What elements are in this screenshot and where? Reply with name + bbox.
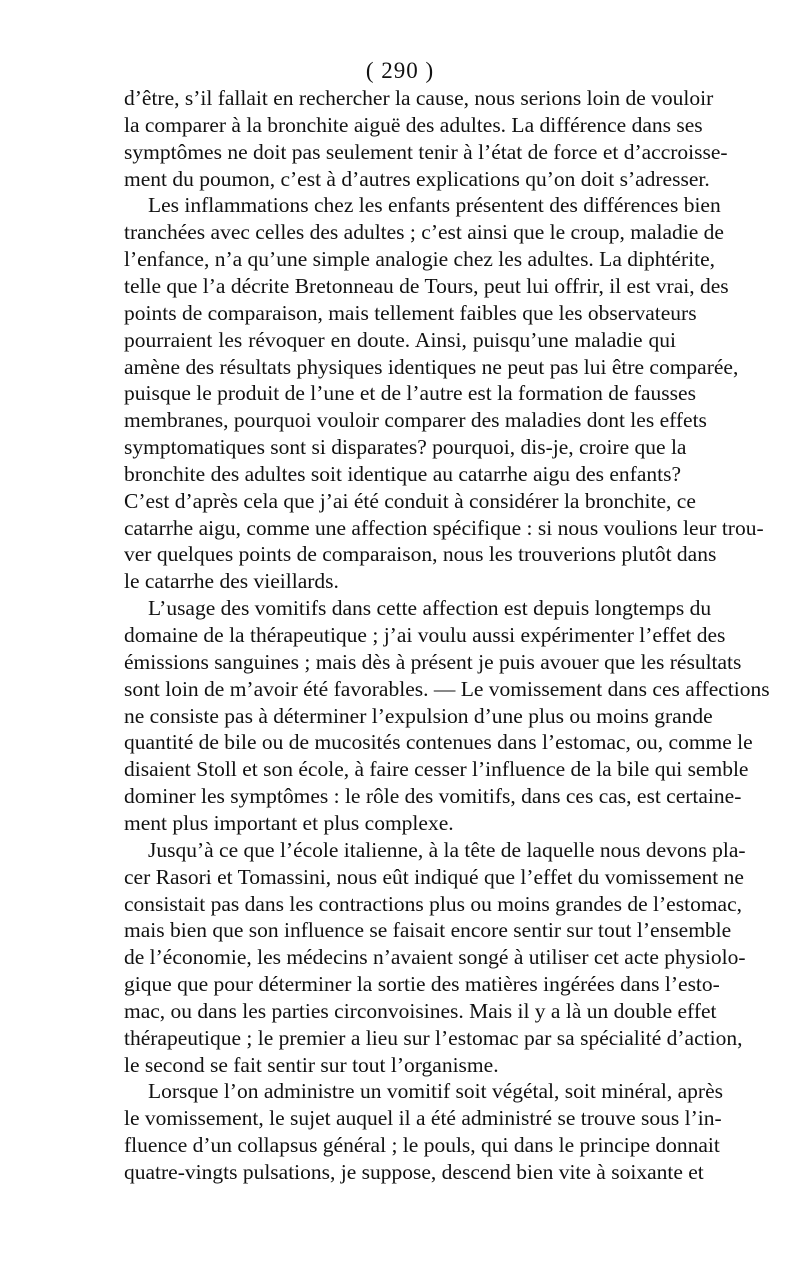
text-line: Lorsque l’on administre un vomitif soit végétal, soit minéral, après [148,1079,723,1104]
text-line: sont loin de m’avoir été favorables. — Le vomissement dans ces affections [124,676,770,701]
page-number: ( 290 ) [365,58,435,83]
text-line: mais bien que son influence se faisait encore sentir sur tout l’ensemble [124,918,732,943]
text-line: thérapeutique ; le premier a lieu sur l’estomac par sa spécialité d’action, [124,1025,743,1050]
text-line: de l’économie, les médecins n’avaient songé à utiliser cet acte physiolo- [124,945,746,970]
text-line: ment plus important et plus complexe. [124,810,454,835]
text-line: ver quelques points de comparaison, nous les trouverions plutôt dans [124,542,717,567]
text-line: catarrhe aigu, comme une affection spécifique : si nous voulions leur trou- [124,515,764,540]
text-line: d’être, s’il fallait en rechercher la cause, nous serions loin de vouloir [124,86,714,110]
text-line: consistait pas dans les contractions plus ou moins grandes de l’estomac, [124,891,742,916]
text-line: quantité de bile ou de mucosités contenues dans l’estomac, ou, comme le [124,730,753,755]
text-line: domaine de la thérapeutique ; j’ai voulu aussi expérimenter l’effet des [124,623,726,647]
text-line: symptomatiques sont si disparates? pourquoi, dis-je, croire que la [124,435,687,460]
text-line: tranchées avec celles des adultes ; c’est ainsi que le croup, maladie de [124,220,724,245]
text-line: ne consiste pas à déterminer l’expulsion d’une plus ou moins grande [124,703,713,728]
text-line: ment du poumon, c’est à d’autres explications qu’on doit s’adresser. [124,166,710,191]
text-line: la comparer à la bronchite aiguë des adultes. La différence dans ses [124,112,703,137]
text-line: bronchite des adultes soit identique au catarrhe aigu des enfants? [124,461,682,486]
text-line: dominer les symptômes : le rôle des vomitifs, dans ces cas, est certaine- [124,784,742,809]
text-line: Les inflammations chez les enfants présentent des différences bien [148,193,721,218]
text-line: puisque le produit de l’une et de l’autre est la formation de fausses [124,381,696,406]
text-line: mac, ou dans les parties circonvoisines. Mais il y a là un double effet [124,998,717,1023]
text-line: quatre-vingts pulsations, je suppose, descend bien vite à soixante et [124,1160,704,1184]
text-line: points de comparaison, mais tellement faibles que les observateurs [124,300,697,325]
text-line: symptômes ne doit pas seulement tenir à l’état de force et d’accroisse- [124,139,728,164]
text-line: amène des résultats physiques identiques ne peut pas lui être comparée, [124,354,739,379]
text-line: C’est d’après cela que j’ai été conduit à considérer la bronchite, ce [124,488,696,513]
text-line: le catarrhe des vieillards. [124,569,339,594]
text-line: Jusqu’à ce que l’école italienne, à la tête de laquelle nous devons pla- [148,837,746,862]
text-line: cer Rasori et Tomassini, nous eût indiqué que l’effet du vomissement ne [124,864,744,889]
text-line: disaient Stoll et son école, à faire cesser l’influence de la bile qui semble [124,757,749,782]
text-line: membranes, pourquoi vouloir comparer des maladies dont les effets [124,408,707,433]
text-line: le second se fait sentir sur tout l’organisme. [124,1052,499,1077]
text-line: fluence d’un collapsus général ; le pouls, qui dans le principe donnait [124,1133,720,1158]
text-line: l’enfance, n’a qu’une simple analogie chez les adultes. La diphtérite, [124,247,715,272]
text-line: telle que l’a décrite Bretonneau de Tours, peut lui offrir, il est vrai, des [124,273,729,298]
text-line: le vomissement, le sujet auquel il a été administré se trouve sous l’in- [124,1106,722,1131]
text-line: pourraient les révoquer en doute. Ainsi, puisqu’une maladie qui [124,327,676,352]
text-line: L’usage des vomitifs dans cette affection est depuis longtemps du [148,596,712,621]
text-line: émissions sanguines ; mais dès à présent je puis avouer que les résultats [124,649,742,674]
text-line: gique que pour déterminer la sortie des matières ingérées dans l’esto- [124,972,720,997]
